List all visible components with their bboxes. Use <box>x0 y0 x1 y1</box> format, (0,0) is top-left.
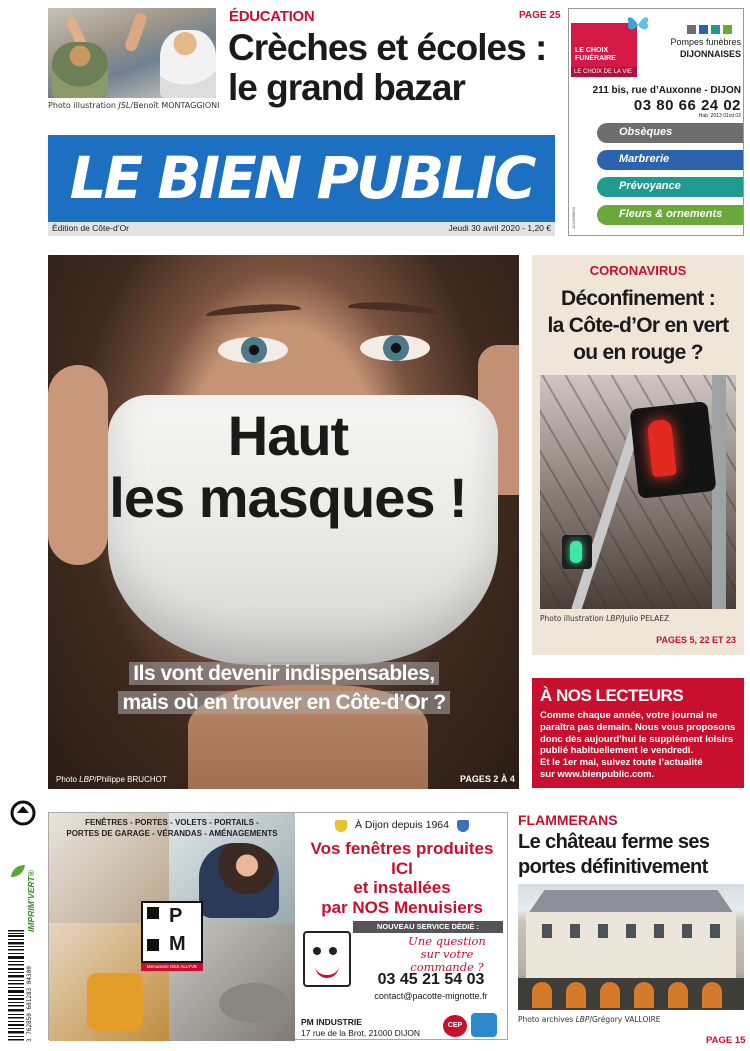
headline-line: Le château ferme ses <box>518 831 710 853</box>
lit-arch <box>668 982 688 1008</box>
service-obseques[interactable]: Obsèques <box>597 123 743 143</box>
edition-bar <box>48 222 555 236</box>
armchair <box>87 973 143 1031</box>
slogan-line: Vos fenêtres produites <box>310 839 494 858</box>
raised-arm <box>124 11 149 53</box>
credit-prefix: Photo illustration <box>540 614 607 623</box>
education-headline[interactable] <box>228 28 568 108</box>
window <box>598 924 608 938</box>
logo-text: LE CHOIX <box>575 47 609 54</box>
chateau-facade <box>526 912 736 980</box>
question-line: sur votre commande ? <box>410 947 484 974</box>
notice-line[interactable]: sur www.bienpublic.com. <box>540 768 655 780</box>
credit-source: LBP <box>575 1015 590 1024</box>
region-shield-icon <box>457 820 469 832</box>
funeral-address: 211 bis, rue d’Auxonne - DIJON <box>592 85 741 96</box>
recycle-icon <box>10 800 36 826</box>
red-pedestrian-light <box>630 401 717 499</box>
chateau-roof <box>528 890 734 914</box>
funeral-services-ad[interactable] <box>568 8 744 236</box>
logo-tagline: LE CHOIX DE LA VIE <box>571 67 637 77</box>
eye <box>218 337 288 363</box>
slogan-line: par NOS Menuisiers <box>321 897 483 917</box>
new-service-banner: NOUVEAU SERVICE DÉDIÉ : <box>353 921 503 933</box>
windows-manufacturer-ad[interactable] <box>48 812 508 1040</box>
ad-photo-collage <box>49 813 295 1041</box>
window <box>710 924 720 938</box>
service-prevoyance[interactable]: Prévoyance <box>597 177 743 197</box>
barcode-digits: 3 762850 601283 04300 <box>26 966 33 1042</box>
notice-line: donc dès aujourd’hui le supplément loisirs <box>540 733 734 745</box>
credit-author: /Julio PELAEZ <box>619 614 670 623</box>
lit-arch <box>532 982 552 1008</box>
headline-line: Crèches et écoles : <box>228 27 547 68</box>
window <box>626 924 636 938</box>
service-marbrerie[interactable]: Marbrerie <box>597 150 743 170</box>
headline-line: Déconfinement : <box>560 287 715 310</box>
funeral-hab-number: Hab. 2013 01cd 02 <box>698 113 741 119</box>
window <box>570 924 580 938</box>
main-headline <box>88 405 488 529</box>
services-line: FENÊTRES - PORTES - VOLETS - PORTAILS - <box>85 818 259 827</box>
funeral-company-name: Pompes funèbres <box>670 37 741 47</box>
notice-line: Comme chaque année, votre journal ne <box>540 710 718 721</box>
credit-source: LBP <box>79 775 95 784</box>
headline-line: Haut <box>227 404 349 467</box>
credit-author: /Philippe BRUCHOT <box>94 775 167 784</box>
color-square <box>711 25 720 34</box>
credit-author: /Grégory VALLOIRE <box>589 1015 661 1024</box>
pm-logo-tag: Menuiserie DES ALLYVE <box>141 963 203 971</box>
color-squares <box>687 25 732 34</box>
ad-phone[interactable]: 03 45 21 54 03 <box>377 971 485 988</box>
pupil-figure <box>160 30 216 98</box>
green-man-icon <box>570 541 582 563</box>
green-pedestrian-light <box>562 535 592 569</box>
readers-notice <box>532 678 744 788</box>
credit-prefix: Photo archives <box>518 1015 576 1024</box>
pm-logo <box>141 901 203 963</box>
flammerans-kicker: FLAMMERANS <box>518 812 618 828</box>
credit-source: LBP <box>606 614 620 623</box>
lit-arch <box>702 982 722 1008</box>
window <box>654 924 664 938</box>
services-line: PORTES DE GARAGE - VÉRANDAS - AMÉNAGEMENTS <box>66 829 278 838</box>
flammerans-photo-credit <box>518 1015 661 1024</box>
newspaper-title: LE BIEN PUBLIC <box>69 144 534 212</box>
color-square <box>699 25 708 34</box>
ad-since: À Dijon depuis 1964 <box>355 819 449 831</box>
butterfly-icon <box>625 13 651 35</box>
slogan-line: ICI <box>391 858 413 878</box>
ad-text-panel <box>297 813 507 1041</box>
main-page-ref[interactable]: PAGES 2 À 4 <box>460 774 515 784</box>
ad-company: PM INDUSTRIE <box>301 1017 362 1027</box>
lit-arch <box>600 982 620 1008</box>
color-square <box>687 25 696 34</box>
lit-arch <box>566 982 586 1008</box>
leaf-icon <box>10 864 26 878</box>
ad-reference-code: 1124596800 <box>571 207 576 229</box>
coronavirus-headline <box>532 285 744 366</box>
chateau-photo <box>518 884 744 1010</box>
service-fleurs[interactable]: Fleurs & ornements <box>597 205 743 225</box>
pupil-figure <box>52 42 108 98</box>
lit-arch <box>634 982 654 1008</box>
headline-line: portes définitivement <box>518 856 708 878</box>
notice-line: publié habituellement le vendredi. <box>540 745 694 757</box>
education-page-ref[interactable]: PAGE 25 <box>519 10 561 21</box>
coronavirus-story[interactable] <box>532 255 744 655</box>
issue-date-price: Jeudi 30 avril 2020 - 1,20 € <box>448 223 551 233</box>
credit-prefix: Photo illustration <box>48 101 119 110</box>
barcode <box>8 930 32 1042</box>
subheadline-line: mais où en trouver en Côte-d’Or ? <box>118 691 449 714</box>
readers-notice-text <box>540 710 740 781</box>
imprim-vert-text: IMPRIM’VERT® <box>26 870 36 932</box>
ad-question <box>391 935 503 974</box>
subheadline-line: Ils vont devenir indispensables, <box>129 662 438 685</box>
logo-text: FUNÉRAIRE <box>575 55 616 62</box>
teaser-photo-classroom <box>48 8 216 98</box>
main-story-photo[interactable] <box>48 255 519 789</box>
logo-block <box>147 939 159 951</box>
logo-letter: M <box>169 933 186 955</box>
logo-letter: P <box>169 905 183 927</box>
traffic-light-photo <box>540 375 736 609</box>
flammerans-headline[interactable] <box>518 830 746 880</box>
readers-notice-title: À NOS LECTEURS <box>540 686 684 705</box>
teaser-photo-credit <box>48 101 220 110</box>
question-line: Une question <box>408 934 486 948</box>
funeral-company-city: DIJONNAISES <box>679 49 741 59</box>
notice-line: paraîtra pas demain. Nous vous proposons <box>540 721 736 733</box>
headline-line: la Côte-d’Or en vert <box>547 314 729 337</box>
credit-author: /Benoît MONTAGGIONI <box>130 101 220 110</box>
edition-name: Édition de Côte-d’Or <box>52 223 130 233</box>
headline-line: les masques ! <box>109 466 467 529</box>
signal-pole <box>712 375 726 609</box>
notice-line: Et le 1er mai, suivez toute l’actualité <box>540 757 703 769</box>
main-photo-credit <box>56 775 167 784</box>
funeral-phone[interactable]: 03 80 66 24 02 <box>633 97 741 114</box>
window <box>542 924 552 938</box>
red-man-icon <box>647 419 677 477</box>
masthead-logo[interactable] <box>48 135 555 222</box>
logo-block <box>147 907 159 919</box>
coronavirus-photo-credit <box>540 614 669 623</box>
credit-source: JSL <box>118 101 131 110</box>
coronavirus-page-ref[interactable]: PAGES 5, 22 ET 23 <box>656 635 736 645</box>
ad-slogan <box>297 839 507 917</box>
flammerans-page-ref[interactable]: PAGE 15 <box>706 1035 746 1046</box>
slogan-line: et installées <box>353 878 451 897</box>
credit-prefix: Photo <box>56 775 80 784</box>
eye <box>360 335 430 361</box>
cep-badge: CEP <box>443 1015 467 1037</box>
education-kicker: ÉDUCATION <box>229 8 315 25</box>
woman-reading <box>199 843 279 918</box>
coronavirus-kicker: CORONAVIRUS <box>589 263 687 278</box>
headline-line: ou en rouge ? <box>573 341 703 364</box>
color-square <box>723 25 732 34</box>
window <box>682 924 692 938</box>
ad-address: 17 rue de la Brot, 21000 DIJON <box>301 1028 421 1038</box>
label-badge-icon <box>471 1013 497 1037</box>
headline-line: le grand bazar <box>228 67 465 108</box>
main-subheadline <box>78 659 490 717</box>
sleeping-cat <box>219 983 289 1023</box>
ad-email[interactable]: contact@pacotte-mignotte.fr <box>374 991 488 1001</box>
ad-services-list <box>49 817 295 839</box>
window-mascot-icon <box>303 931 351 987</box>
